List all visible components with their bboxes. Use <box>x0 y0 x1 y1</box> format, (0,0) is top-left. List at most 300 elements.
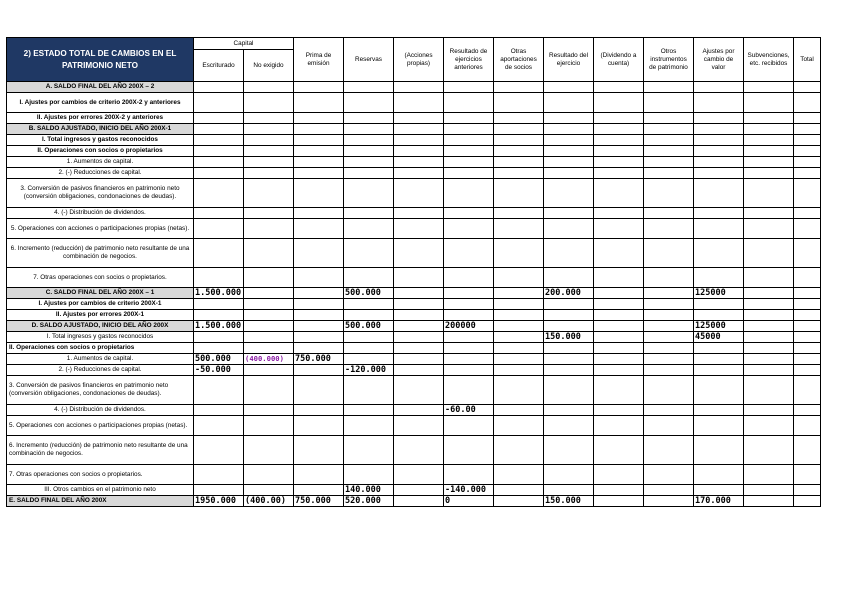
value-cell <box>194 416 244 436</box>
value-cell <box>244 343 294 354</box>
value-cell <box>494 208 544 219</box>
value-cell <box>694 436 744 465</box>
value-cell <box>644 93 694 113</box>
value-cell <box>194 113 244 124</box>
row-label: II. Ajustes por errores 200X-2 y anteriores <box>7 113 194 124</box>
value-cell <box>444 239 494 268</box>
value-cell <box>744 365 794 376</box>
value-cell <box>544 416 594 436</box>
table-row <box>7 465 821 485</box>
value-cell <box>244 405 294 416</box>
value-cell <box>794 405 821 416</box>
value-cell <box>594 157 644 168</box>
value-cell <box>794 365 821 376</box>
value-cell <box>444 135 494 146</box>
value-cell <box>544 219 594 239</box>
value-cell <box>794 219 821 239</box>
value-cell <box>744 146 794 157</box>
value-cell <box>394 219 444 239</box>
value-cell <box>794 354 821 365</box>
handwritten-value: -50.000 <box>194 365 244 376</box>
value-cell <box>694 465 744 485</box>
value-cell <box>244 332 294 343</box>
value-cell <box>794 239 821 268</box>
value-cell <box>344 124 394 135</box>
value-cell <box>244 93 294 113</box>
value-cell <box>244 168 294 179</box>
value-cell <box>294 310 344 321</box>
value-cell <box>494 496 544 507</box>
value-cell <box>594 135 644 146</box>
value-cell <box>194 179 244 208</box>
value-cell <box>594 343 644 354</box>
value-cell <box>494 179 544 208</box>
value-cell <box>794 436 821 465</box>
value-cell <box>444 436 494 465</box>
row-label: I. Total ingresos y gastos reconocidos <box>7 135 194 146</box>
value-cell <box>344 168 394 179</box>
value-cell <box>294 465 344 485</box>
value-cell <box>644 465 694 485</box>
value-cell <box>444 157 494 168</box>
value-cell <box>644 82 694 93</box>
value-cell <box>744 321 794 332</box>
value-cell <box>444 343 494 354</box>
value-cell <box>494 485 544 496</box>
table-row <box>7 299 821 310</box>
value-cell <box>194 208 244 219</box>
value-cell <box>494 343 544 354</box>
value-cell <box>744 343 794 354</box>
row-label: 5. Operaciones con acciones o participaciones propias (netas). <box>7 416 194 436</box>
value-cell <box>644 239 694 268</box>
value-cell <box>544 208 594 219</box>
value-cell <box>594 146 644 157</box>
header-resultado-anteriores: Resultado de ejercicios anteriores <box>444 38 494 82</box>
value-cell <box>644 343 694 354</box>
value-cell <box>644 268 694 288</box>
value-cell <box>294 376 344 405</box>
value-cell <box>394 113 444 124</box>
value-cell <box>444 82 494 93</box>
handwritten-value: 200000 <box>444 321 494 332</box>
handwritten-value: 750.000 <box>294 496 344 507</box>
value-cell <box>394 299 444 310</box>
value-cell <box>694 146 744 157</box>
value-cell <box>394 416 444 436</box>
value-cell <box>594 465 644 485</box>
header-otras-aportaciones: Otras aportaciones de socios <box>494 38 544 82</box>
value-cell <box>344 82 394 93</box>
value-cell <box>194 299 244 310</box>
value-cell <box>344 239 394 268</box>
value-cell <box>694 135 744 146</box>
value-cell <box>344 146 394 157</box>
handwritten-value: 125000 <box>694 321 744 332</box>
value-cell <box>244 219 294 239</box>
value-cell <box>194 168 244 179</box>
row-label: E. SALDO FINAL DEL AÑO 200X <box>7 496 194 507</box>
value-cell <box>794 268 821 288</box>
value-cell <box>494 332 544 343</box>
value-cell <box>744 157 794 168</box>
value-cell <box>594 179 644 208</box>
value-cell <box>644 405 694 416</box>
value-cell <box>244 416 294 436</box>
table-row <box>7 124 821 135</box>
value-cell <box>244 82 294 93</box>
value-cell <box>394 157 444 168</box>
value-cell <box>594 239 644 268</box>
value-cell <box>544 321 594 332</box>
table-row <box>7 157 821 168</box>
value-cell <box>744 465 794 485</box>
value-cell <box>544 485 594 496</box>
value-cell <box>594 299 644 310</box>
table-row <box>7 376 821 405</box>
value-cell <box>644 376 694 405</box>
value-cell <box>744 354 794 365</box>
value-cell <box>194 157 244 168</box>
value-cell <box>294 485 344 496</box>
value-cell <box>194 82 244 93</box>
value-cell <box>294 288 344 299</box>
value-cell <box>494 268 544 288</box>
value-cell <box>594 365 644 376</box>
row-label: A. SALDO FINAL DEL AÑO 200X – 2 <box>7 82 194 93</box>
value-cell <box>544 299 594 310</box>
value-cell <box>594 496 644 507</box>
value-cell <box>644 436 694 465</box>
value-cell <box>544 436 594 465</box>
row-label: 6. Incremento (reducción) de patrimonio neto resultante de una combinación de negocios. <box>7 239 194 268</box>
header-acciones: (Acciones propias) <box>394 38 444 82</box>
value-cell <box>794 376 821 405</box>
value-cell <box>494 93 544 113</box>
value-cell <box>544 268 594 288</box>
value-cell <box>394 465 444 485</box>
value-cell <box>744 219 794 239</box>
value-cell <box>794 135 821 146</box>
row-label: 7. Otras operaciones con socios o propietarios. <box>7 465 194 485</box>
value-cell <box>694 343 744 354</box>
value-cell <box>544 135 594 146</box>
row-label: 3. Conversión de pasivos financieros en patrimonio neto (conversión obligaciones, condonaciones de deudas). <box>7 376 194 405</box>
value-cell <box>644 124 694 135</box>
table-row <box>7 219 821 239</box>
value-cell <box>594 376 644 405</box>
value-cell <box>544 354 594 365</box>
value-cell <box>294 343 344 354</box>
value-cell <box>794 310 821 321</box>
value-cell <box>644 365 694 376</box>
value-cell <box>694 354 744 365</box>
value-cell <box>744 332 794 343</box>
row-label: 7. Otras operaciones con socios o propietarios. <box>7 268 194 288</box>
value-cell <box>594 219 644 239</box>
value-cell <box>194 310 244 321</box>
value-cell <box>394 93 444 113</box>
header-prima: Prima de emisión <box>294 38 344 82</box>
value-cell <box>694 179 744 208</box>
value-cell <box>194 219 244 239</box>
value-cell <box>394 332 444 343</box>
value-cell <box>544 343 594 354</box>
value-cell <box>394 310 444 321</box>
value-cell <box>444 146 494 157</box>
table-body <box>7 82 821 507</box>
value-cell <box>494 416 544 436</box>
value-cell <box>794 93 821 113</box>
value-cell <box>194 485 244 496</box>
value-cell <box>394 124 444 135</box>
value-cell <box>794 82 821 93</box>
value-cell <box>794 208 821 219</box>
value-cell <box>494 157 544 168</box>
value-cell <box>794 124 821 135</box>
value-cell <box>744 405 794 416</box>
value-cell <box>544 465 594 485</box>
value-cell <box>194 124 244 135</box>
header-no-exigido: No exigido <box>244 50 294 82</box>
value-cell <box>594 113 644 124</box>
value-cell <box>194 376 244 405</box>
value-cell <box>644 496 694 507</box>
value-cell <box>294 208 344 219</box>
table-row <box>7 496 821 507</box>
table-row <box>7 168 821 179</box>
value-cell <box>794 157 821 168</box>
value-cell <box>594 321 644 332</box>
value-cell <box>194 405 244 416</box>
header-reservas: Reservas <box>344 38 394 82</box>
table-row <box>7 332 821 343</box>
value-cell <box>494 135 544 146</box>
value-cell <box>594 93 644 113</box>
value-cell <box>494 310 544 321</box>
value-cell <box>444 124 494 135</box>
handwritten-value: 0 <box>444 496 494 507</box>
handwritten-value: 150.000 <box>544 332 594 343</box>
row-label: 2. (-) Reducciones de capital. <box>7 365 194 376</box>
value-cell <box>794 465 821 485</box>
table-title: 2) ESTADO TOTAL DE CAMBIOS EN EL PATRIMONIO NETO <box>7 38 194 82</box>
value-cell <box>394 343 444 354</box>
value-cell <box>244 113 294 124</box>
value-cell <box>294 168 344 179</box>
value-cell <box>644 157 694 168</box>
value-cell <box>344 343 394 354</box>
value-cell <box>394 321 444 332</box>
value-cell <box>494 354 544 365</box>
value-cell <box>344 299 394 310</box>
value-cell <box>544 365 594 376</box>
value-cell <box>544 179 594 208</box>
value-cell <box>394 485 444 496</box>
value-cell <box>494 168 544 179</box>
value-cell <box>394 179 444 208</box>
value-cell <box>444 465 494 485</box>
handwritten-value: 45000 <box>694 332 744 343</box>
value-cell <box>744 135 794 146</box>
value-cell <box>794 332 821 343</box>
value-cell <box>494 365 544 376</box>
value-cell <box>494 405 544 416</box>
table-row <box>7 354 821 365</box>
value-cell <box>544 82 594 93</box>
row-label: I. Ajustes por cambios de criterio 200X-1 <box>7 299 194 310</box>
value-cell <box>494 239 544 268</box>
value-cell <box>444 332 494 343</box>
table-row <box>7 135 821 146</box>
value-cell <box>344 465 394 485</box>
header-total: Total <box>794 38 821 82</box>
value-cell <box>294 113 344 124</box>
handwritten-value: 520.000 <box>344 496 394 507</box>
table-row <box>7 436 821 465</box>
handwritten-value: -140.000 <box>444 485 494 496</box>
value-cell <box>294 219 344 239</box>
value-cell <box>794 146 821 157</box>
value-cell <box>344 332 394 343</box>
row-label: 4. (-) Distribución de dividendos. <box>7 405 194 416</box>
handwritten-value: -120.000 <box>344 365 394 376</box>
value-cell <box>594 354 644 365</box>
value-cell <box>294 365 344 376</box>
value-cell <box>294 179 344 208</box>
value-cell <box>694 405 744 416</box>
value-cell <box>494 124 544 135</box>
value-cell <box>444 219 494 239</box>
row-label: II. Operaciones con socios o propietarios <box>7 146 194 157</box>
row-label: 2. (-) Reducciones de capital. <box>7 168 194 179</box>
value-cell <box>794 496 821 507</box>
header-dividendo: (Dividendo a cuenta) <box>594 38 644 82</box>
value-cell <box>394 405 444 416</box>
value-cell <box>294 299 344 310</box>
header-ajustes: Ajustes por cambio de valor <box>694 38 744 82</box>
value-cell <box>744 376 794 405</box>
value-cell <box>194 146 244 157</box>
table-row <box>7 239 821 268</box>
value-cell <box>544 168 594 179</box>
value-cell <box>744 179 794 208</box>
row-label: III. Otros cambios en el patrimonio neto <box>7 485 194 496</box>
value-cell <box>294 82 344 93</box>
value-cell <box>444 365 494 376</box>
value-cell <box>694 416 744 436</box>
handwritten-value: -60.00 <box>444 405 494 416</box>
table-row <box>7 93 821 113</box>
value-cell <box>744 288 794 299</box>
row-label: II. Operaciones con socios o propietarios <box>7 343 194 354</box>
value-cell <box>744 113 794 124</box>
value-cell <box>444 179 494 208</box>
header-capital: Capital <box>194 38 294 50</box>
row-label: 5. Operaciones con acciones o participaciones propias (netas). <box>7 219 194 239</box>
table-row <box>7 416 821 436</box>
row-label: 1. Aumentos de capital. <box>7 354 194 365</box>
value-cell <box>344 219 394 239</box>
value-cell <box>694 268 744 288</box>
value-cell <box>644 146 694 157</box>
value-cell <box>444 93 494 113</box>
value-cell <box>494 288 544 299</box>
value-cell <box>644 113 694 124</box>
value-cell <box>594 405 644 416</box>
value-cell <box>294 416 344 436</box>
header-escriturado: Escriturado <box>194 50 244 82</box>
table-row <box>7 288 821 299</box>
row-label: B. SALDO AJUSTADO, INICIO DEL AÑO 200X-1 <box>7 124 194 135</box>
value-cell <box>394 82 444 93</box>
handwritten-value: 150.000 <box>544 496 594 507</box>
value-cell <box>194 332 244 343</box>
value-cell <box>794 343 821 354</box>
value-cell <box>644 299 694 310</box>
value-cell <box>294 332 344 343</box>
value-cell <box>644 416 694 436</box>
value-cell <box>494 321 544 332</box>
value-cell <box>394 365 444 376</box>
value-cell <box>744 496 794 507</box>
value-cell <box>244 310 294 321</box>
value-cell <box>294 321 344 332</box>
value-cell <box>644 179 694 208</box>
value-cell <box>444 168 494 179</box>
handwritten-value: 140.000 <box>344 485 394 496</box>
value-cell <box>694 93 744 113</box>
value-cell <box>344 268 394 288</box>
value-cell <box>594 208 644 219</box>
handwritten-value: (400.000) <box>244 354 294 365</box>
value-cell <box>444 376 494 405</box>
value-cell <box>394 268 444 288</box>
value-cell <box>794 299 821 310</box>
value-cell <box>744 299 794 310</box>
value-cell <box>694 208 744 219</box>
handwritten-value: 170.000 <box>694 496 744 507</box>
value-cell <box>344 416 394 436</box>
value-cell <box>694 365 744 376</box>
value-cell <box>644 208 694 219</box>
value-cell <box>294 146 344 157</box>
value-cell <box>544 405 594 416</box>
value-cell <box>694 299 744 310</box>
row-label: 1. Aumentos de capital. <box>7 157 194 168</box>
value-cell <box>394 496 444 507</box>
row-label: 3. Conversión de pasivos financieros en patrimonio neto (conversión obligaciones, condonaciones de deudas). <box>7 179 194 208</box>
value-cell <box>694 485 744 496</box>
value-cell <box>744 416 794 436</box>
value-cell <box>194 239 244 268</box>
value-cell <box>594 124 644 135</box>
value-cell <box>644 288 694 299</box>
value-cell <box>744 168 794 179</box>
value-cell <box>594 268 644 288</box>
table-row <box>7 485 821 496</box>
value-cell <box>694 310 744 321</box>
value-cell <box>194 436 244 465</box>
value-cell <box>294 135 344 146</box>
value-cell <box>594 332 644 343</box>
value-cell <box>694 113 744 124</box>
value-cell <box>694 157 744 168</box>
value-cell <box>244 268 294 288</box>
value-cell <box>544 310 594 321</box>
value-cell <box>794 113 821 124</box>
value-cell <box>394 208 444 219</box>
